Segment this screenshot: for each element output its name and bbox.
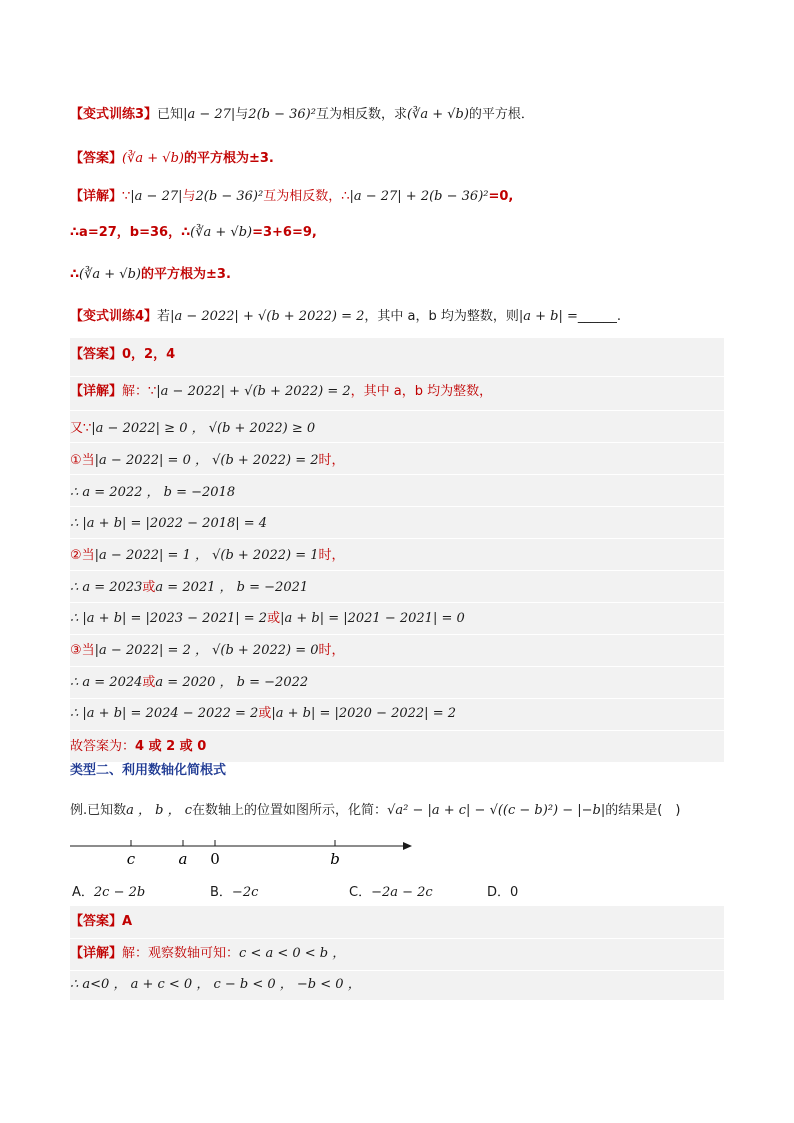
text: 时， (318, 453, 345, 468)
answer-blank: ______ (577, 309, 617, 324)
text: 又∵ (70, 421, 92, 436)
row-divider (70, 698, 724, 699)
math-expr: |a − 2022| + √(b + 2022) = 2 (156, 384, 351, 399)
math-expr: |a − 27| (130, 189, 183, 204)
exercise-label: 【变式训练4】 (70, 309, 158, 324)
detail-label: 【详解】 (70, 189, 123, 204)
text: 与 (235, 107, 249, 122)
math-expr: a = 2020 ， b = −2022 (155, 675, 309, 690)
answer-label: 【答案】 (70, 347, 123, 362)
option-c[interactable] (349, 881, 433, 900)
example-detail-line1 (70, 944, 345, 964)
math-expr: |a + b| = |2021 − 2021| = 0 (280, 611, 465, 626)
text: 解：观察数轴可知： (122, 946, 240, 961)
detail-label: 【详解】 (70, 384, 123, 399)
arrow-head-icon (403, 842, 412, 850)
math-expr: |a − 2022| ≥ 0 ， √(b + 2022) ≥ 0 (91, 421, 316, 436)
text: 的结果是( ) (605, 803, 681, 818)
row-divider (70, 538, 724, 539)
math-expr: ∴ |a + b| = |2022 − 2018| = 4 (70, 516, 268, 531)
row-divider (70, 634, 724, 635)
row-divider (70, 938, 724, 939)
example-answer (70, 912, 132, 932)
case-3-line3 (70, 704, 456, 724)
exercise-3-question (70, 105, 534, 125)
text: 与 (182, 189, 196, 204)
final-answer: 4 或 2 或 0 (135, 739, 207, 754)
row-divider (70, 570, 724, 571)
text: 或 (142, 675, 156, 690)
option-label: D． (487, 885, 511, 900)
math-expr: ∴ a<0 ， a + c < 0 ， c − b < 0 ， −b < 0 ， (70, 977, 361, 992)
exercise-4-final (70, 737, 206, 757)
text: 或 (142, 580, 156, 595)
row-divider (70, 602, 724, 603)
exercise-3-answer (70, 149, 274, 169)
math-expr: (∛a + √b) (122, 151, 184, 166)
example-label: 例. (70, 803, 88, 818)
exercise-4-detail-line1 (70, 382, 492, 402)
math-expr: (∛a + √b) (406, 107, 469, 122)
label-b: b (330, 850, 340, 868)
text: 或 (258, 706, 272, 721)
math-expr: ∴ a = 2023 (70, 580, 143, 595)
answer-text: 0，2，4 (122, 347, 176, 362)
math-expr: ∴ a = 2022 ， b = −2018 (70, 485, 236, 500)
text: 的平方根． (468, 107, 534, 122)
option-value: −2c (231, 885, 259, 900)
row-divider (70, 376, 724, 377)
option-label: C． (349, 885, 372, 900)
case-marker: ②当 (70, 548, 95, 563)
answer-text: A (122, 914, 133, 929)
math-expr: 2(b − 36)² (248, 107, 316, 122)
text: 时， (318, 643, 345, 658)
case-1-line3 (70, 514, 267, 534)
math-expr: (∛a + √b) (79, 267, 141, 282)
case-3-line1 (70, 641, 345, 661)
case-2-line1 (70, 546, 345, 566)
option-label: A． (72, 885, 94, 900)
row-divider (70, 506, 724, 507)
text: 故答案为： (70, 739, 136, 754)
row-divider (70, 730, 724, 731)
exercise-3-detail-line3 (70, 265, 231, 285)
text: 已知数 (87, 803, 127, 818)
exercise-4-detail-line2 (70, 419, 315, 439)
case-1-line2 (70, 483, 235, 503)
row-divider (70, 442, 724, 443)
section-title (70, 761, 226, 781)
exercise-3-detail-line2 (70, 223, 317, 243)
math-expr: a = 2021 ， b = −2021 (155, 580, 309, 595)
math-expr: |a + b| = |2020 − 2022| = 2 (271, 706, 456, 721)
option-label: B． (210, 885, 232, 900)
math-expr: |a − 2022| = 0 ， √(b + 2022) = 2 (94, 453, 319, 468)
option-value: 0 (510, 885, 519, 900)
text: 互为相反数，∴ (263, 189, 350, 204)
answer-label: 【答案】 (70, 914, 123, 929)
math-expr: |a − 2022| = 1 ， √(b + 2022) = 1 (94, 548, 319, 563)
text: =0, (488, 189, 514, 204)
option-b[interactable] (210, 881, 258, 900)
exercise-3-detail-line1 (70, 187, 513, 207)
option-d[interactable] (487, 881, 518, 900)
exercise-4-question (70, 307, 621, 327)
option-value: −2a − 2c (371, 885, 433, 900)
text: 或 (267, 611, 281, 626)
math-expr: √a² − |a + c| − √((c − b)²) − |−b| (387, 803, 606, 818)
text: 已知 (157, 107, 184, 122)
math-expr: ∴ |a + b| = 2024 − 2022 = 2 (70, 706, 259, 721)
math-expr: ∴ a = 2024 (70, 675, 143, 690)
text: 在数轴上的位置如图所示，化简： (192, 803, 388, 818)
text: ∵ (122, 189, 131, 204)
row-divider (70, 474, 724, 475)
text: 若 (157, 309, 171, 324)
example-question (70, 801, 680, 821)
text: ∴a=27，b=36，∴ (70, 225, 191, 240)
case-marker: ①当 (70, 453, 95, 468)
text: 解：∵ (122, 384, 157, 399)
row-divider (70, 970, 724, 971)
text: ∴ (70, 267, 80, 282)
row-divider (70, 666, 724, 667)
text: 互为相反数，求 (315, 107, 407, 122)
option-a[interactable] (72, 881, 145, 900)
answer-label: 【答案】 (70, 151, 123, 166)
text: =3+6=9, (252, 225, 317, 240)
row-divider (70, 410, 724, 411)
case-1-line1 (70, 451, 345, 471)
math-expr: c < a < 0 < b ， (239, 946, 346, 961)
math-expr: (∛a + √b) (190, 225, 253, 240)
math-expr: 2(b − 36)² (195, 189, 264, 204)
example-detail-line2 (70, 975, 361, 995)
math-expr: |a − 27| (183, 107, 236, 122)
text: 的平方根为±3. (141, 267, 231, 282)
exercise-label: 【变式训练3】 (70, 107, 158, 122)
case-2-line3 (70, 609, 465, 629)
math-expr: a ， b ， c (126, 803, 193, 818)
number-line (60, 836, 430, 870)
text: ，其中 a，b 均为整数，则 (364, 309, 519, 324)
option-value: 2c − 2b (93, 885, 146, 900)
label-c: c (126, 850, 136, 868)
text: . (616, 309, 622, 324)
math-expr: ∴ |a + b| = |2023 − 2021| = 2 (70, 611, 268, 626)
section-heading: 类型二、利用数轴化简根式 (70, 763, 227, 778)
exercise-4-answer (70, 345, 175, 365)
label-a: a (178, 850, 188, 868)
text: ，其中 a，b 均为整数， (350, 384, 493, 399)
math-expr: |a + b| = (518, 309, 578, 324)
answer-text: 的平方根为±3. (183, 151, 274, 166)
case-3-line2 (70, 673, 308, 693)
text: 时， (318, 548, 345, 563)
math-expr: |a − 27| + 2(b − 36)² (349, 189, 489, 204)
case-2-line2 (70, 578, 308, 598)
detail-label: 【详解】 (70, 946, 123, 961)
label-0: 0 (210, 850, 220, 868)
math-expr: |a − 2022| = 2 ， √(b + 2022) = 0 (94, 643, 319, 658)
case-marker: ③当 (70, 643, 95, 658)
math-expr: |a − 2022| + √(b + 2022) = 2 (170, 309, 365, 324)
